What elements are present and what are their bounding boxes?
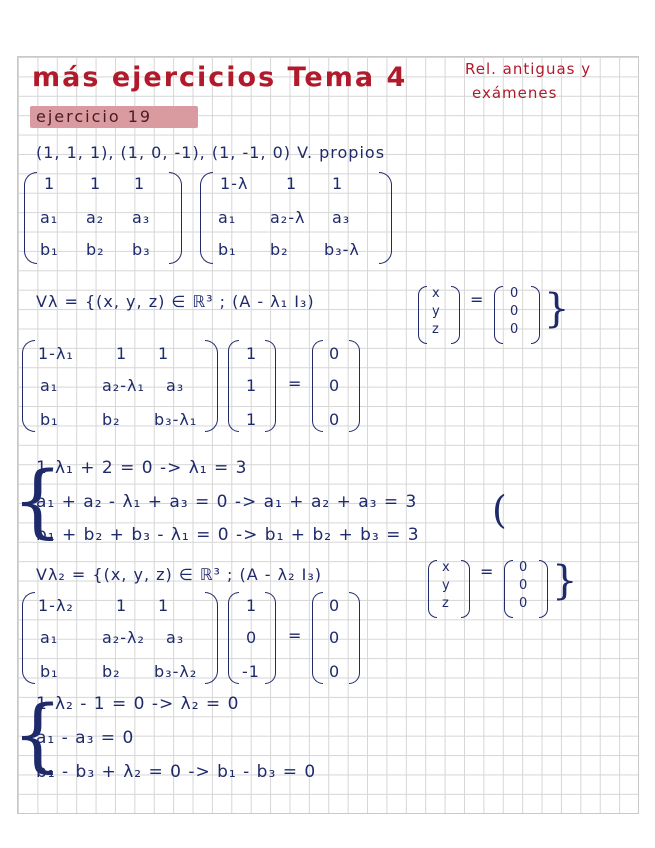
equals-sign: =: [470, 290, 485, 309]
v-lambda1-definition: Vλ = {(x, y, z) ∈ ℝ³ ; (A - λ₁ I₃): [36, 292, 315, 311]
matrix-cell: a₂-λ₂: [102, 628, 145, 647]
matrix-cell: 1: [134, 174, 146, 193]
system-line: b₁ - b₃ + λ₂ = 0 -> b₁ - b₃ = 0: [36, 762, 317, 782]
eigenvector-1: [228, 340, 276, 432]
matrix-cell: a₃: [166, 376, 185, 395]
right-paren: [169, 172, 182, 264]
right-paren: [349, 592, 360, 684]
matrix-cell: a₂-λ: [270, 208, 306, 227]
vector-cell: -1: [242, 662, 260, 681]
vector-cell: 0: [329, 628, 341, 647]
left-paren: [22, 592, 35, 684]
left-paren: [228, 340, 239, 432]
matrix-cell: b₂: [86, 240, 105, 259]
vector-xyz: [428, 560, 470, 618]
eigenvectors-line: (1, 1, 1), (1, 0, -1), (1, -1, 0) V. propios: [36, 143, 386, 162]
matrix-cell: 1: [90, 174, 102, 193]
vector-cell: 0: [329, 596, 341, 615]
matrix-cell: b₁: [40, 410, 59, 429]
right-paren: [349, 340, 360, 432]
matrix-cell: a₃: [332, 208, 351, 227]
vector-cell: 0: [510, 286, 520, 301]
matrix-cell: 1-λ₂: [38, 596, 74, 615]
right-paren: [539, 560, 548, 618]
vector-zero: [494, 286, 540, 344]
vector-cell: 1: [246, 376, 258, 395]
vector-cell: z: [432, 322, 440, 337]
left-paren: [312, 340, 323, 432]
vector-cell: 1: [246, 410, 258, 429]
equals-sign: =: [288, 374, 303, 393]
matrix-cell: b₁: [40, 662, 59, 681]
vector-cell: 0: [510, 304, 520, 319]
left-paren: [494, 286, 503, 344]
matrix-cell: a₁: [40, 208, 59, 227]
matrix-cell: 1-λ: [220, 174, 249, 193]
left-paren: [228, 592, 239, 684]
vector-cell: 0: [246, 628, 258, 647]
matrix-cell: b₃: [132, 240, 151, 259]
system-line: a₁ - a₃ = 0: [36, 728, 135, 748]
system-line: 1-λ₁ + 2 = 0 -> λ₁ = 3: [36, 458, 248, 478]
vector-cell: 0: [329, 376, 341, 395]
right-paren: [205, 340, 218, 432]
system-line: b₁ + b₂ + b₃ - λ₁ = 0 -> b₁ + b₂ + b₃ = 3: [36, 525, 420, 545]
vector-cell: x: [432, 286, 441, 301]
matrix-cell: a₁: [40, 376, 59, 395]
vector-cell: 0: [329, 344, 341, 363]
vector-xyz: [418, 286, 460, 344]
matrix-cell: b₃-λ₂: [154, 662, 198, 681]
right-paren: [265, 340, 276, 432]
note-line-2: exámenes: [472, 84, 558, 102]
vector-cell: z: [442, 596, 450, 611]
left-paren: [312, 592, 323, 684]
matrix-cell: a₂-λ₁: [102, 376, 145, 395]
right-paren: [379, 172, 392, 264]
vector-cell: 1: [246, 596, 258, 615]
vector-cell: 0: [510, 322, 520, 337]
vector-cell: y: [432, 304, 441, 319]
matrix-a-minus-lambda: [200, 172, 392, 264]
closing-brace: (: [492, 488, 507, 532]
vector-cell: 0: [519, 596, 529, 611]
matrix-cell: 1: [116, 344, 128, 363]
closing-brace: }: [552, 558, 578, 604]
closing-brace: }: [544, 286, 570, 332]
matrix-cell: 1-λ₁: [38, 344, 74, 363]
vector-cell: 0: [519, 578, 529, 593]
matrix-cell: b₁: [218, 240, 237, 259]
matrix-cell: a₃: [132, 208, 151, 227]
matrix-cell: 1: [158, 344, 170, 363]
matrix-cell: 1: [332, 174, 344, 193]
left-paren: [418, 286, 427, 344]
zero-vector-2: [312, 592, 360, 684]
matrix-cell: 1: [158, 596, 170, 615]
matrix-cell: b₂: [270, 240, 289, 259]
right-paren: [205, 592, 218, 684]
vector-cell: 0: [329, 662, 341, 681]
vector-cell: 1: [246, 344, 258, 363]
note-line-1: Rel. antiguas y: [465, 60, 592, 78]
matrix-cell: b₂: [102, 662, 121, 681]
matrix-cell: a₁: [218, 208, 237, 227]
matrix-cell: 1: [286, 174, 298, 193]
system-brace: {: [12, 454, 63, 547]
vector-cell: x: [442, 560, 451, 575]
eigenvector-2: [228, 592, 276, 684]
matrix-cell: a₁: [40, 628, 59, 647]
zero-vector-1: [312, 340, 360, 432]
matrix-cell: a₃: [166, 628, 185, 647]
matrix-lambda1: [22, 340, 218, 432]
right-paren: [451, 286, 460, 344]
page-title: más ejercicios Tema 4: [32, 62, 408, 93]
equals-sign: =: [288, 626, 303, 645]
right-paren: [531, 286, 540, 344]
vector-zero: [504, 560, 548, 618]
matrix-cell: b₃-λ: [324, 240, 360, 259]
right-paren: [461, 560, 470, 618]
left-paren: [22, 340, 35, 432]
matrix-cell: b₂: [102, 410, 121, 429]
left-paren: [504, 560, 513, 618]
vector-cell: 0: [329, 410, 341, 429]
system-brace: {: [12, 688, 63, 781]
matrix-cell: 1: [44, 174, 56, 193]
matrix-cell: a₂: [86, 208, 105, 227]
vector-cell: 0: [519, 560, 529, 575]
right-paren: [265, 592, 276, 684]
matrix-cell: 1: [116, 596, 128, 615]
matrix-cell: b₁: [40, 240, 59, 259]
matrix-a: [24, 172, 182, 264]
vector-cell: y: [442, 578, 451, 593]
left-paren: [428, 560, 437, 618]
system-line: a₁ + a₂ - λ₁ + a₃ = 0 -> a₁ + a₂ + a₃ = 3: [36, 492, 418, 512]
matrix-cell: b₃-λ₁: [154, 410, 198, 429]
system-line: 1-λ₂ - 1 = 0 -> λ₂ = 0: [36, 694, 240, 714]
exercise-badge: ejercicio 19: [30, 106, 198, 128]
equals-sign: =: [480, 562, 495, 581]
left-paren: [24, 172, 37, 264]
v-lambda2-definition: Vλ₂ = {(x, y, z) ∈ ℝ³ ; (A - λ₂ I₃): [36, 565, 322, 584]
left-paren: [200, 172, 213, 264]
matrix-lambda2: [22, 592, 218, 684]
